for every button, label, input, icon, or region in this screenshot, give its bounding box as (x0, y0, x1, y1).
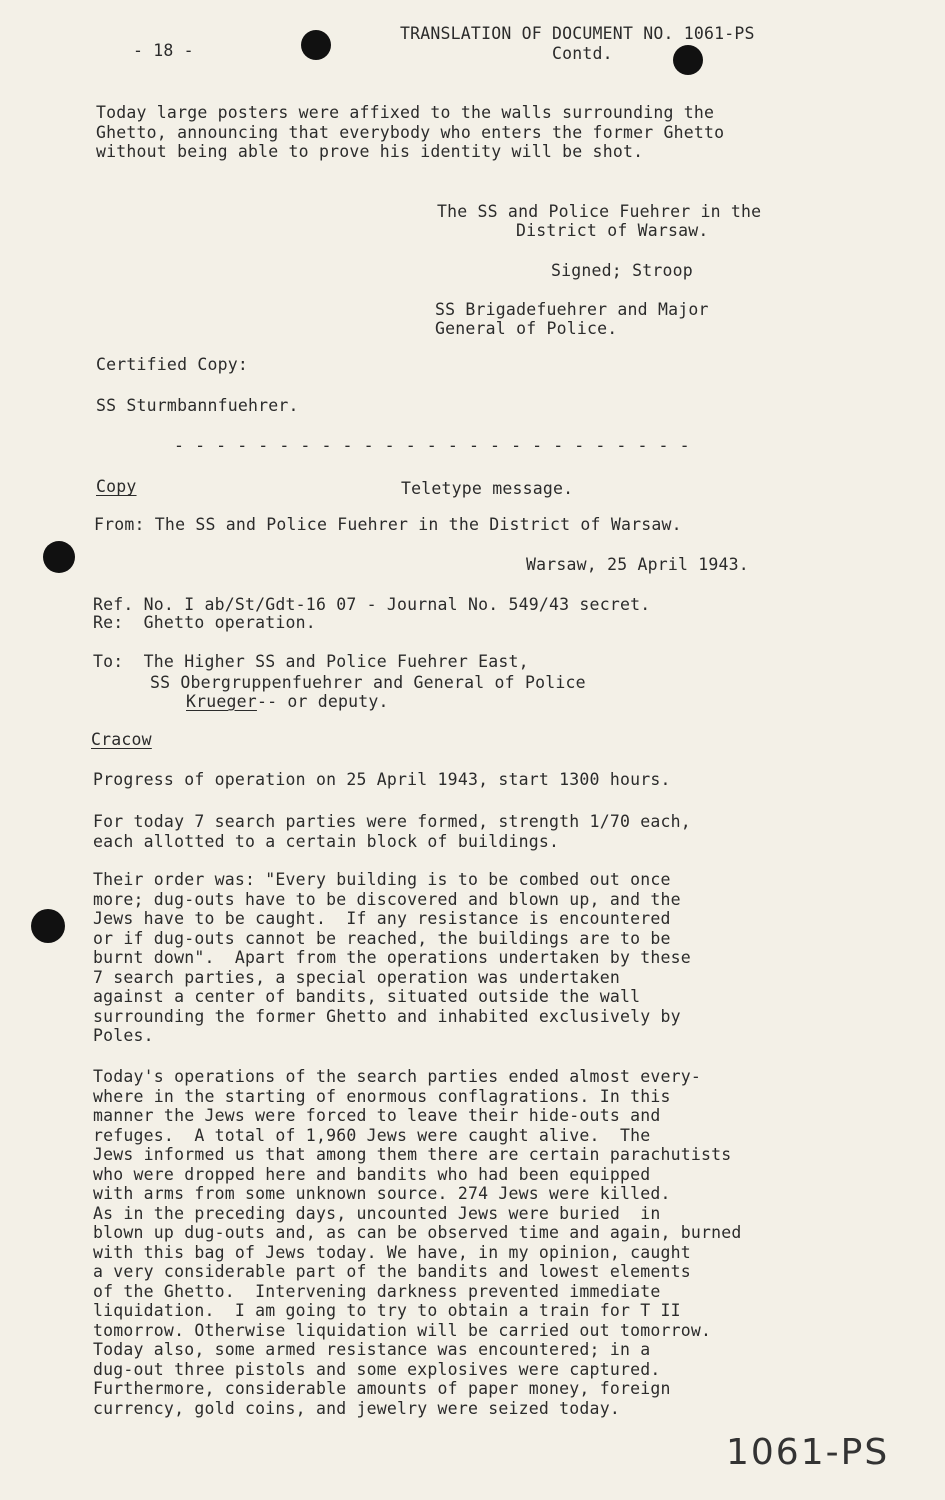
text-line: As in the preceding days, uncounted Jews were buried in (93, 1203, 661, 1223)
text-line: more; dug-outs have to be discovered and blown up, and the (93, 889, 681, 909)
text-line: surrounding the former Ghetto and inhabited exclusively by (93, 1006, 681, 1026)
certified-copy-label: Certified Copy: (96, 355, 249, 374)
message-to-line2: SS Obergruppenfuehrer and General of Police (150, 673, 586, 692)
page-number: - 18 - (133, 41, 194, 60)
search-parties-paragraph (93, 812, 853, 851)
text-line: Poles. (93, 1026, 154, 1045)
text-line: Their order was: "Every building is to be combed out once (93, 870, 671, 889)
text-line: manner the Jews were forced to leave their hide-outs and (93, 1106, 661, 1125)
text-line: tomorrow. Otherwise liquidation will be carried out tomorrow. (93, 1320, 712, 1340)
message-from: From: The SS and Police Fuehrer in the District of Warsaw. (94, 515, 682, 534)
intro-paragraph (96, 103, 856, 162)
text-line: Ghetto, announcing that everybody who enters the former Ghetto (96, 122, 725, 142)
text-line: with arms from some unknown source. 274 Jews were killed. (93, 1184, 671, 1203)
text-line: refuges. A total of 1,960 Jews were caught alive. The (93, 1125, 651, 1145)
message-type: Teletype message. (401, 479, 574, 498)
text-line: For today 7 search parties were formed, strength 1/70 each, (93, 812, 691, 831)
message-ref: Ref. No. I ab/St/Gdt-16 07 - Journal No. 549/43 secret. (93, 595, 651, 614)
text-line: each allotted to a certain block of buildings. (93, 831, 560, 851)
text-line: dug-out three pistols and some explosives were captured. (93, 1359, 661, 1379)
text-line: Today's operations of the search parties ended almost every- (93, 1067, 702, 1086)
document-title-contd: Contd. (552, 44, 613, 63)
text-line: blown up dug-outs and, as can be observed time and again, burned (93, 1223, 742, 1242)
recipient-name: Krueger (186, 692, 257, 711)
document-title: TRANSLATION OF DOCUMENT NO. 1061-PS (400, 24, 755, 43)
text-line: 7 search parties, a special operation was undertaken (93, 967, 620, 987)
punch-hole-top-left (301, 30, 331, 60)
text-line: of the Ghetto. Intervening darkness prevented immediate (93, 1281, 661, 1301)
destination: Cracow (91, 730, 152, 749)
message-to-line1: To: The Higher SS and Police Fuehrer East, (93, 652, 529, 671)
signer-office-line1: The SS and Police Fuehrer in the (437, 202, 762, 221)
text-line: or if dug-outs cannot be reached, the buildings are to be (93, 928, 671, 948)
recipient-deputy: -- or deputy. (256, 692, 389, 711)
punch-hole-middle-left (43, 541, 75, 573)
dashed-separator: - - - - - - - - - - - - - - - - - - - - - - - - - (174, 436, 691, 455)
text-line: liquidation. I am going to try to obtain a train for T II (93, 1301, 681, 1320)
text-line: a very considerable part of the bandits and lowest elements (93, 1262, 691, 1281)
copy-label: Copy (96, 477, 137, 496)
text-line: against a center of bandits, situated outside the wall (93, 987, 641, 1006)
text-line: Today large posters were affixed to the walls surrounding the (96, 103, 715, 122)
order-paragraph (93, 870, 853, 1046)
text-line: where in the starting of enormous conflagrations. In this (93, 1086, 671, 1106)
results-paragraph (93, 1067, 853, 1418)
punch-hole-top-right (673, 45, 703, 75)
text-line: Furthermore, considerable amounts of paper money, foreign (93, 1379, 671, 1398)
signed-line: Signed; Stroop (551, 261, 693, 280)
handwritten-document-number: 1061-PS (726, 1432, 890, 1473)
text-line: burnt down". Apart from the operations undertaken by these (93, 948, 691, 967)
message-re: Re: Ghetto operation. (93, 613, 316, 632)
text-line: who were dropped here and bandits who had been equipped (93, 1164, 651, 1184)
message-place-date: Warsaw, 25 April 1943. (526, 555, 749, 574)
text-line: with this bag of Jews today. We have, in my opinion, caught (93, 1242, 691, 1262)
progress-line: Progress of operation on 25 April 1943, start 1300 hours. (93, 770, 671, 789)
text-line: currency, gold coins, and jewelry were seized today. (93, 1398, 620, 1418)
signer-rank-line1: SS Brigadefuehrer and Major (435, 300, 709, 319)
text-line: without being able to prove his identity will be shot. (96, 142, 644, 161)
punch-hole-lower-left (31, 909, 65, 943)
signer-rank-line2: General of Police. (435, 319, 618, 338)
text-line: Today also, some armed resistance was encountered; in a (93, 1340, 651, 1359)
text-line: Jews have to be caught. If any resistance is encountered (93, 909, 671, 928)
text-line: Jews informed us that among them there are certain parachutists (93, 1145, 732, 1164)
message-to-line3 (186, 692, 389, 712)
certified-rank: SS Sturmbannfuehrer. (96, 396, 299, 415)
signer-office-line2: District of Warsaw. (516, 221, 709, 240)
